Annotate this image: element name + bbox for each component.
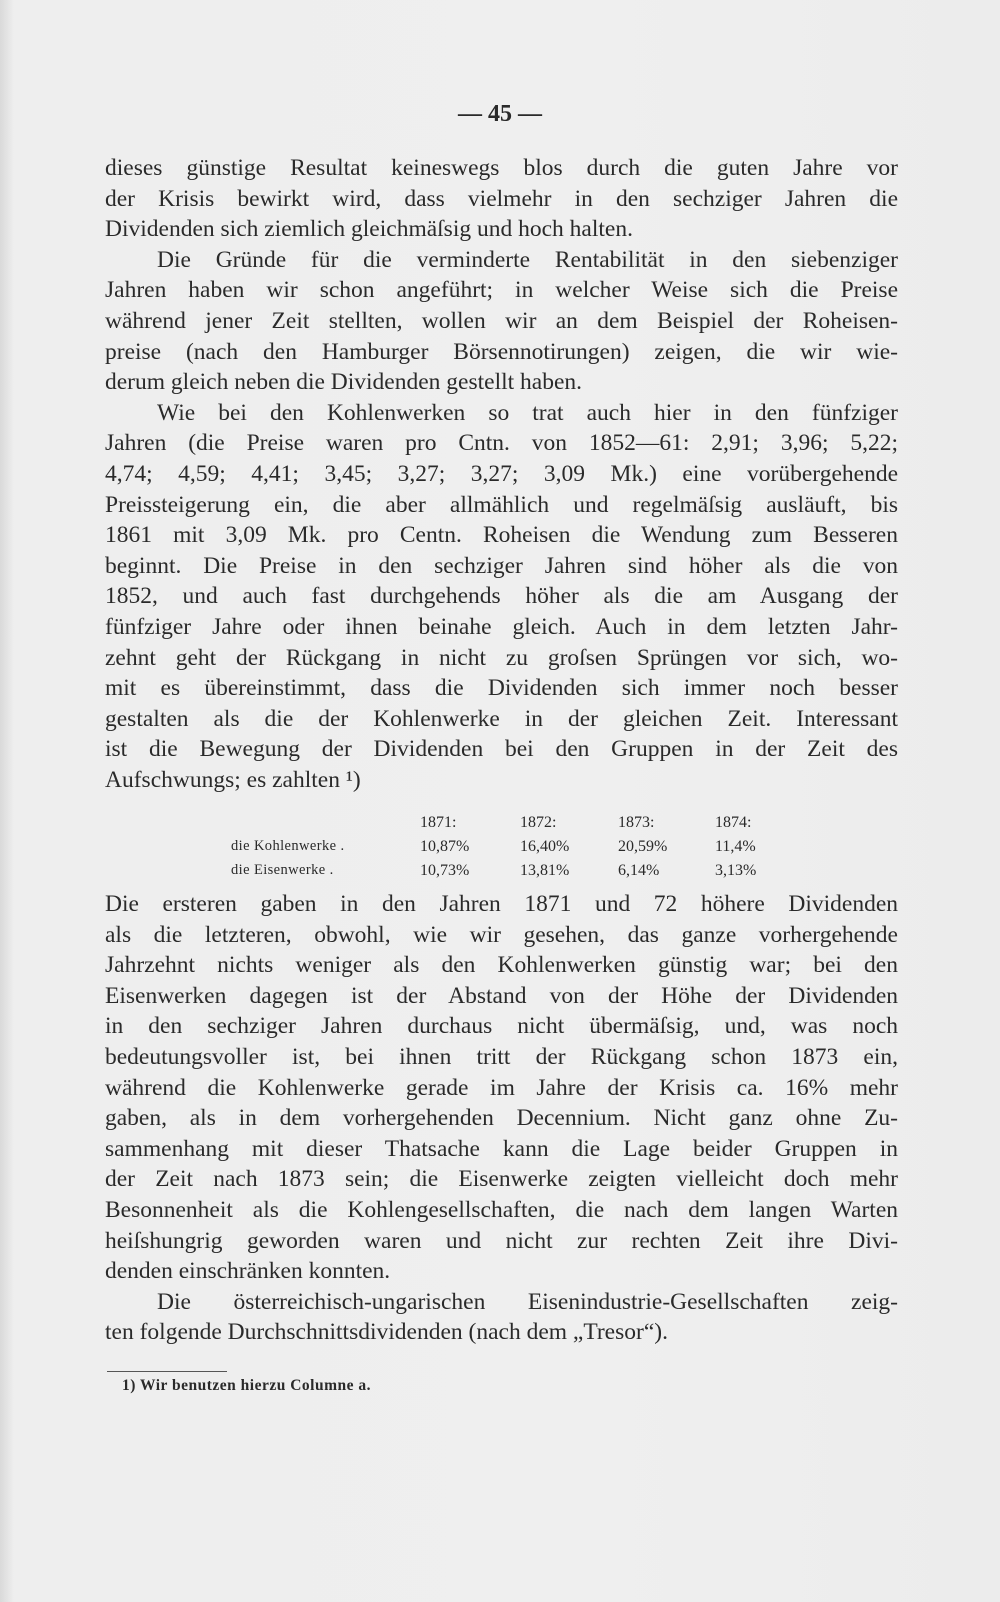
text-line: zehnt geht der Rückgang in nicht zu groſsen Sprüngen vor sich, wo- [105, 644, 898, 671]
table-cell: 11,4% [715, 838, 756, 855]
table-cell: 3,13% [715, 862, 757, 879]
text-line: Dividenden sich ziemlich gleichmäſsig und hoch halten. [105, 216, 633, 243]
text-line: mit es übereinstimmt, dass die Dividenden sich immer noch besser [105, 675, 898, 702]
footnote-divider [107, 1371, 227, 1372]
text-line: Wie bei den Kohlenwerken so trat auch hier in den fünfziger [157, 399, 898, 426]
text-line: bedeutungsvoller ist, bei ihnen tritt der Rückgang schon 1873 ein, [105, 1043, 898, 1070]
text-line: Besonnenheit als die Kohlengesellschaften, die nach dem langen Warten [105, 1196, 898, 1223]
text-line: Die österreichisch-ungarischen Eisenindustrie-Gesellschaften zeig- [157, 1288, 898, 1315]
text-line: Jahren (die Preise waren pro Cntn. von 1852—61: 2,91; 3,96; 5,22; [105, 430, 898, 457]
text-line: ist die Bewegung der Dividenden bei den Gruppen in der Zeit des [105, 736, 898, 763]
text-line: gaben, als in dem vorhergehenden Decennium. Nicht ganz ohne Zu- [105, 1105, 898, 1132]
year-header: 1872: [520, 814, 557, 831]
table-cell: 13,81% [520, 862, 570, 879]
table-row [200, 838, 820, 862]
text-line: 4,74; 4,59; 4,41; 3,45; 3,27; 3,27; 3,09 Mk.) eine vorübergehende [105, 460, 898, 487]
dividend-table [200, 814, 820, 886]
table-header-row [200, 814, 820, 838]
page-number: — 45 — [458, 101, 542, 127]
text-line: dieses günstige Resultat keineswegs blos durch die guten Jahre vor [105, 155, 898, 181]
text-line: der Zeit nach 1873 sein; die Eisenwerke zeigten vielleicht doch mehr [105, 1166, 898, 1193]
text-line: Jahrzehnt nichts weniger als den Kohlenwerken günstig war; bei den [105, 952, 898, 979]
text-line: gestalten als die der Kohlenwerke in der gleichen Zeit. Interessant [105, 705, 898, 732]
text-line: 1852, und auch fast durchgehends höher als die am Ausgang der [105, 583, 898, 610]
text-line: fünfziger Jahre oder ihnen beinahe gleich. Auch in dem letzten Jahr- [105, 613, 898, 640]
text-line: Die Gründe für die verminderte Rentabilität in den siebenziger [157, 246, 898, 273]
text-line: der Krisis bewirkt wird, dass vielmehr in den sechziger Jahren die [105, 185, 898, 212]
text-line: Die ersteren gaben in den Jahren 1871 und 72 höhere Dividenden [105, 891, 898, 917]
text-line: als die letzteren, obwohl, wie wir gesehen, das ganze vorhergehende [105, 921, 898, 948]
text-line: heiſshungrig geworden waren und nicht zur rechten Zeit ihre Divi- [105, 1227, 898, 1254]
text-line: derum gleich neben die Dividenden gestellt haben. [105, 369, 583, 396]
table-cell: 6,14% [618, 862, 660, 879]
text-line: während die Kohlenwerke gerade im Jahre der Krisis ca. 16% mehr [105, 1074, 898, 1101]
text-line: beginnt. Die Preise in den sechziger Jahren sind höher als die von [105, 552, 898, 579]
table-cell: 10,73% [420, 862, 470, 879]
table-cell: 16,40% [520, 838, 570, 855]
text-line: Preissteigerung ein, die aber allmählich und regelmäſsig ausläuft, bis [105, 491, 898, 518]
text-line: Aufschwungs; es zahlten ¹) [105, 766, 361, 793]
table-cell: 20,59% [618, 838, 668, 855]
row-label: die Eisenwerke . [231, 862, 334, 878]
body-text-bottom [105, 889, 898, 1348]
footnote: 1) Wir benutzen hierzu Columne a. [122, 1377, 372, 1394]
text-line: sammenhang mit dieser Thatsache kann die Lage beider Gruppen in [105, 1135, 898, 1162]
text-line: preise (nach den Hamburger Börsennotirungen) zeigen, die wir wie- [105, 338, 898, 365]
body-text-top [105, 153, 898, 795]
year-header: 1871: [420, 814, 457, 831]
table-row [200, 862, 820, 886]
text-line: in den sechziger Jahren durchaus nicht übermäſsig, und, was noch [105, 1013, 898, 1040]
text-line: Jahren haben wir schon angeführt; in welcher Weise sich die Preise [105, 277, 898, 304]
row-label: die Kohlenwerke . [231, 838, 345, 854]
year-header: 1873: [618, 814, 655, 831]
table-cell: 10,87% [420, 838, 470, 855]
year-header: 1874: [715, 814, 752, 831]
text-line: ten folgende Durchschnittsdividenden (nach dem „Tresor“). [105, 1319, 668, 1346]
text-line: Eisenwerken dagegen ist der Abstand von der Höhe der Dividenden [105, 982, 898, 1009]
text-line: während jener Zeit stellten, wollen wir an dem Beispiel der Roheisen- [105, 307, 898, 334]
text-line: 1861 mit 3,09 Mk. pro Centn. Roheisen die Wendung zum Besseren [105, 522, 898, 549]
text-line: denden einschränken konnten. [105, 1258, 391, 1285]
